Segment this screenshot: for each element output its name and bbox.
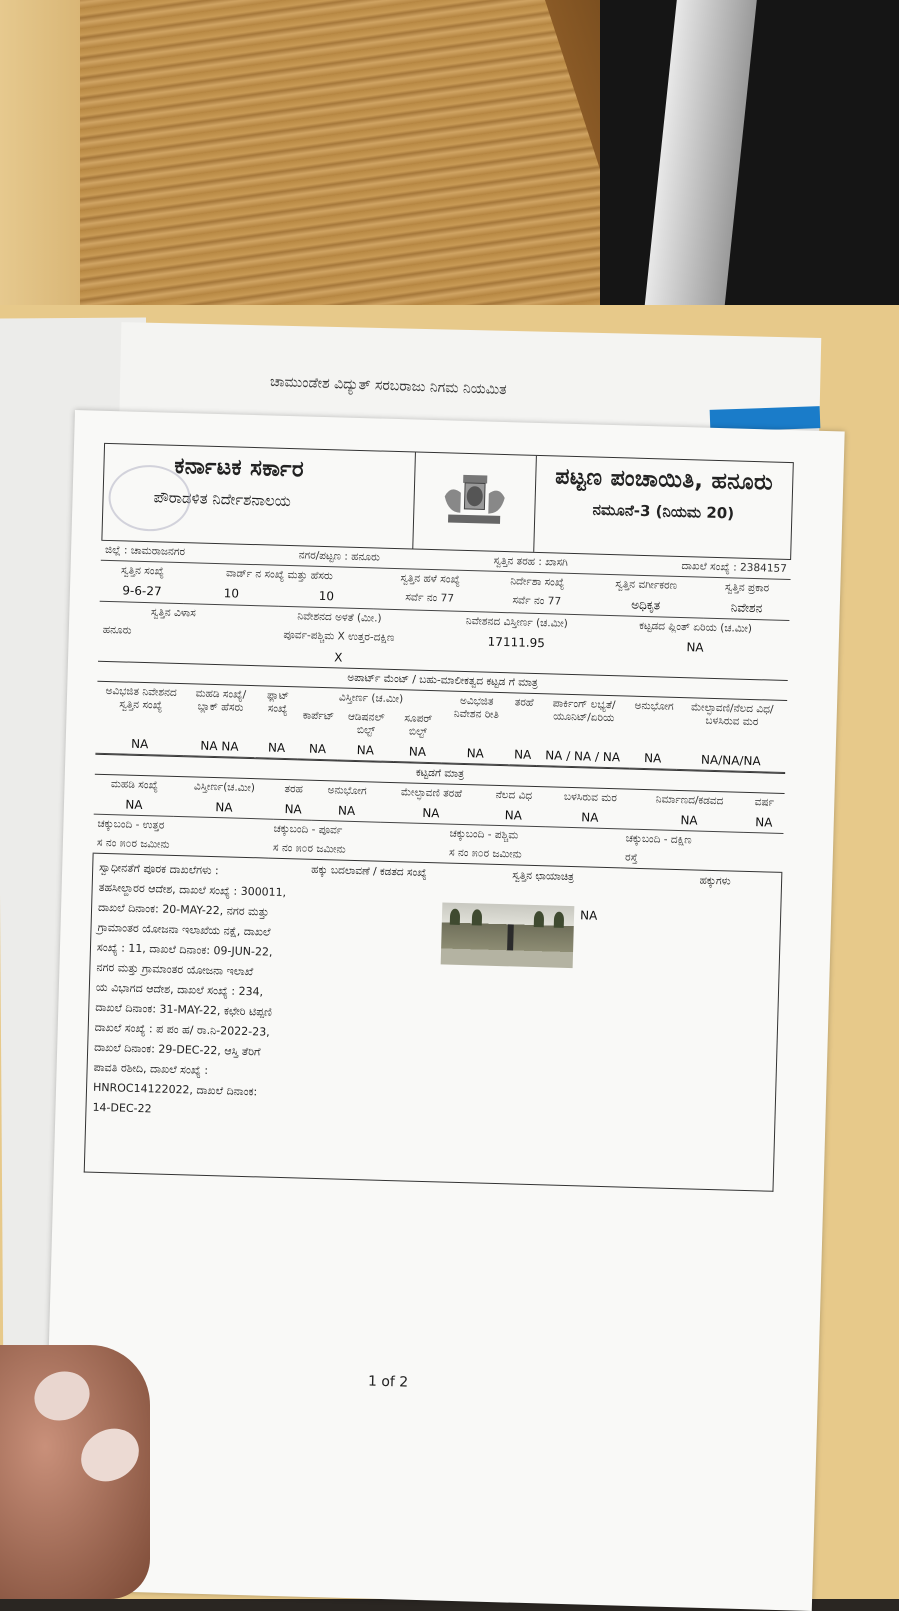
classification: ಅಧಿಕೃತ xyxy=(631,597,661,613)
apt-value-super-built: NA xyxy=(408,744,427,759)
apt-col-usage: ಅನುಭೋಗ xyxy=(634,699,674,713)
property-kind: ನಿವೇಶನ xyxy=(730,600,763,616)
boundary-north-value: ಸ ನಂ ೫೦ರ ಜಮೀನು xyxy=(96,836,170,851)
property-number-label: ಸ್ವತ್ತಿನ ಸಂಖ್ಯೆ xyxy=(120,564,165,578)
old-number: ಸರ್ವೆ ನಂ 77 xyxy=(405,591,455,605)
bld-col-floor-type: ನೆಲದ ವಿಧ xyxy=(495,788,533,802)
bld-value-type: NA xyxy=(284,802,302,817)
doc-line: 14-DEC-22 xyxy=(92,1100,152,1116)
supporting-documents-label: ಸ್ವಾಧೀನತೆಗೆ ಪೂರಕ ದಾಖಲೆಗಳು : xyxy=(99,860,219,878)
apt-value-usage: NA xyxy=(643,751,662,766)
bld-col-year: ವರ್ಷ xyxy=(754,796,775,809)
page-indicator: 1 of 2 xyxy=(367,1373,409,1391)
photo-col xyxy=(429,863,650,1187)
form-number: ನಮೂನೆ-3 (ನಿಯಮ 20) xyxy=(592,500,735,523)
building-section-title: ಕಟ್ಟಡಗೆ ಮಾತ್ರ xyxy=(95,754,785,794)
apt-col-flat-no: ಫ್ಲಾಟ್ ಸಂಖ್ಯೆ xyxy=(266,689,290,716)
rights-col xyxy=(641,869,782,1191)
doc-line: ದಾಖಲೆ ದಿನಾಂಕ: 29-DEC-22, ಆಸ್ತಿ ತೆರಿಗೆ xyxy=(94,1040,261,1059)
classification-label: ಸ್ವತ್ತಿನ ವರ್ಗೀಕರಣ xyxy=(615,578,678,592)
apt-value-flat-no: NA xyxy=(267,740,286,755)
boundary-south-value: ರಸ್ತೆ xyxy=(624,851,638,864)
apt-col-undivided-type: ಅವಿಭಜಿತ ನಿವೇಶನ ರೀತಿ xyxy=(453,694,500,721)
dimension-value: X xyxy=(334,650,343,665)
district: ಜಿಲ್ಲೆ : ಚಾಮರಾಜನಗರ xyxy=(104,543,186,559)
rights-label: ಹಕ್ಕುಗಳು xyxy=(699,874,731,888)
bld-value-year: NA xyxy=(755,815,773,830)
address-label: ಸ್ವತ್ತಿನ ವಿಳಾಸ xyxy=(150,606,196,620)
property-category: ಸ್ವತ್ತಿನ ತರಹ : ಖಾಸಗಿ xyxy=(493,554,569,569)
site-area-value: 17111.95 xyxy=(487,634,546,651)
folder-edge xyxy=(0,0,80,340)
apt-value-undivided-no: NA xyxy=(130,736,149,752)
entry-number: ದಾಖಲೆ ಸಂಖ್ಯೆ : 2384157 xyxy=(681,559,788,575)
doc-line: ಸಂಖ್ಯೆ : 11, ದಾಖಲೆ ದಿನಾಂಕ: 09-JUN-22, xyxy=(96,940,273,959)
apt-value-undivided-type: NA xyxy=(466,746,485,761)
apt-col-additional-built: ಆಡಿಷನಲ್ ಬಿಲ್ಟ್ xyxy=(347,710,385,737)
property-photo xyxy=(441,902,575,968)
apt-area-group: ವಿಸ್ತೀರ್ಣ (ಚ.ಮೀ) xyxy=(338,691,404,706)
bld-col-area: ವಿಸ್ತೀರ್ಣ(ಚ.ಮೀ) xyxy=(193,780,256,795)
dimension-label: ನಿವೇಶನದ ಅಳತೆ (ಮೀ.) xyxy=(297,610,382,625)
boundary-west-label: ಚಕ್ಕುಬಂದಿ - ಪಶ್ಚಿಮ xyxy=(449,827,519,842)
bld-col-floor-no: ಮಹಡಿ ಸಂಖ್ಯೆ xyxy=(110,778,159,792)
photo-note: NA xyxy=(579,908,598,923)
address-value: ಹನೂರು xyxy=(102,623,132,637)
header-left xyxy=(102,444,415,549)
documents-section xyxy=(84,854,783,1192)
bld-value-roof-type: NA xyxy=(422,805,440,821)
doc-line: ನಗರ ಮತ್ತು ಗ್ರಾಮಾಂತರ ಯೋಜನಾ ಇಲಾಖೆ xyxy=(96,960,254,979)
boundary-east-value: ಸ ನಂ ೫೦ರ ಜಮೀನು xyxy=(272,841,346,856)
ward-label: ವಾರ್ಡ್ ನ ಸಂಖ್ಯೆ ಮತ್ತು ಹೆಸರು xyxy=(225,567,334,583)
tree-icon xyxy=(534,911,544,927)
boundary-east-label: ಚಕ್ಕುಬಂದಿ - ಪೂರ್ವ xyxy=(273,822,343,837)
apt-value-additional-built: NA xyxy=(356,743,375,758)
boundary-west-value: ಸ ನಂ ೫೦ರ ಜಮೀನು xyxy=(448,846,522,861)
ward-number: 10 xyxy=(223,586,240,601)
rights-change-label: ಹಕ್ಕು ಬದಲಾವಣೆ / ಕಡತದ ಸಂಖ್ಯೆ xyxy=(311,863,427,879)
apt-value-carpet: NA xyxy=(308,741,327,757)
apt-col-floor-block: ಮಹಡಿ ಸಂಖ್ಯೆ/ಬ್ಲಾಕ್ ಹೆಸರು xyxy=(195,687,247,714)
bld-col-type: ತರಹ xyxy=(284,783,304,796)
apt-col-undivided-no: ಅವಿಭಜಿತ ನಿವೇಶನದ ಸ್ವತ್ತಿನ ಸಂಖ್ಯೆ xyxy=(105,684,177,712)
boundary-south-label: ಚಕ್ಕುಬಂದಿ - ದಕ್ಷಿಣ xyxy=(625,832,692,847)
town: ನಗರ/ಪಟ್ಟಣ : ಹನೂರು xyxy=(298,549,381,564)
photo-label: ಸ್ವತ್ತಿನ ಛಾಯಾಚಿತ್ರ xyxy=(512,869,575,884)
bld-col-roof-type: ಮೇಲ್ಛಾವಣಿ ತರಹೆ xyxy=(400,786,463,800)
form-header xyxy=(101,443,793,560)
bld-value-wood: NA xyxy=(581,810,599,825)
apt-value-roof-floor-wood: NA/NA/NA xyxy=(700,752,761,769)
apt-col-carpet: ಕಾರ್ಪೆಟ್ xyxy=(302,709,335,723)
bld-value-area: NA xyxy=(215,800,233,815)
bld-value-floor-type: NA xyxy=(504,808,523,823)
doc-line: ಯ ವಿಭಾಗದ ಆದೇಶ, ದಾಖಲೆ ಸಂಖ್ಯೆ : 234, xyxy=(95,980,264,999)
bld-col-usage: ಅನುಭೋಗ xyxy=(327,784,367,798)
plinth-area-value: NA xyxy=(686,640,704,655)
apt-value-parking: NA / NA / NA xyxy=(545,748,621,765)
doc-line: HNROC14122022, ದಾಖಲೆ ದಿನಾಂಕ: xyxy=(92,1080,258,1099)
boundary-north-label: ಚಕ್ಕುಬಂದಿ - ಉತ್ತರ xyxy=(97,817,165,832)
plinth-area-label: ಕಟ್ಟಡದ ಪ್ಲಿಂತ್ ಏರಿಯ (ಚ.ಮೀ) xyxy=(639,619,753,635)
reference-number-label: ನಿರ್ದೇಶಾ ಸಂಖ್ಯೆ xyxy=(510,575,565,589)
emblem-logo xyxy=(412,453,537,552)
form-body xyxy=(84,443,794,1192)
site-area-label: ನಿವೇಶನದ ವಿಸ್ತೀರ್ಣ (ಚ.ಮೀ) xyxy=(465,614,568,630)
bld-col-wood: ಬಳಸಿರುವ ಮರ xyxy=(563,790,618,805)
tree-icon xyxy=(450,909,460,925)
property-kind-label: ಸ್ವತ್ತಿನ ಪ್ರಕಾರ xyxy=(724,581,770,595)
bld-value-construction: NA xyxy=(680,813,698,828)
apt-value-type: NA xyxy=(513,747,532,762)
doc-line: ದಾಖಲೆ ದಿನಾಂಕ: 20-MAY-22, ನಗರ ಮತ್ತು xyxy=(97,900,270,919)
supporting-documents xyxy=(85,854,306,1178)
office-title: ಪಟ್ಟಣ ಪಂಚಾಯಿತಿ, ಹನೂರು xyxy=(555,464,774,496)
doc-line: ಗ್ರಾಮಾಂತರ ಯೋಜನಾ ಇಲಾಖೆಯ ನಕ್ಷೆ, ದಾಖಲೆ xyxy=(97,920,271,939)
apt-value-floor-block: NA NA xyxy=(200,738,239,754)
karnataka-emblem-icon xyxy=(434,466,516,538)
doc-line: ದಾಖಲೆ ಸಂಖ್ಯೆ : ಪ ಪಂ ಹ/ ರಾ.ನಿ-2022-23, xyxy=(94,1020,270,1039)
header-right xyxy=(534,456,793,559)
ward-name: 10 xyxy=(318,588,335,604)
property-form-page xyxy=(42,410,845,1611)
property-number: 9-6-27 xyxy=(122,583,162,599)
bld-col-construction: ನಿರ್ಮಾಣದ/ಕಡವದ xyxy=(655,793,724,808)
bld-value-floor-no: NA xyxy=(125,797,143,813)
apt-col-type: ತರಹೆ xyxy=(514,696,534,709)
back-sheet-header: ಚಾಮುಂಡೇಶ ವಿದ್ಯುತ್ ಸರಬರಾಜು ನಿಗಮ ನಿಯಮಿತ xyxy=(269,373,507,399)
apartment-section-title: ಅಪಾರ್ಟ್ ಮೆಂಟ್ / ಬಹು-ಮಾಲೀಕತ್ವದ ಕಟ್ಟಡ ಗೆ ಮಾತ್ರ xyxy=(97,661,787,701)
department-title: ಪೌರಾಡಳಿತ ನಿರ್ದೇಶನಾಲಯ xyxy=(153,488,292,511)
apt-col-roof-floor-wood: ಮೇಲ್ಛಾವಣಿ/ನೆಲದ ವಿಧ/ಬಳಸಿರುವ ಮರ xyxy=(690,701,774,729)
tree-icon xyxy=(472,909,482,925)
tree-icon xyxy=(554,912,564,928)
dimension-subtitle: ಪೂರ್ವ-ಪಶ್ಚಿಮ X ಉತ್ತರ-ದಕ್ಷಿಣ xyxy=(283,628,395,645)
doc-line: ತಹಸೀಲ್ದಾರರ ಆದೇಶ, ದಾಖಲೆ ಸಂಖ್ಯೆ : 300011, xyxy=(98,880,287,900)
old-number-label: ಸ್ವತ್ತಿನ ಹಳೆ ಸಂಖ್ಯೆ xyxy=(400,572,461,586)
bld-value-usage: NA xyxy=(337,803,356,818)
reference-number: ಸರ್ವೆ ನಂ 77 xyxy=(512,594,562,608)
apt-col-super-built: ಸೂಪರ್ ಬಿಲ್ಟ್ xyxy=(404,712,433,738)
doc-line: ಪಾವತಿ ರಶೀದಿ, ದಾಖಲೆ ಸಂಖ್ಯೆ : xyxy=(93,1060,209,1077)
person-icon xyxy=(507,924,514,950)
doc-line: ದಾಖಲೆ ದಿನಾಂಕ: 31-MAY-22, ಕಛೇರಿ ಟಿಪ್ಪಣಿ xyxy=(95,1000,273,1019)
state-title: ಕರ್ನಾಟಕ ಸರ್ಕಾರ xyxy=(174,453,305,483)
photo-wrap xyxy=(441,880,643,970)
rights-change-col xyxy=(297,860,438,1182)
apt-col-parking: ಪಾರ್ಕಿಂಗ್ ಲಭ್ಯತೆ/ಯೂನಿಟ್/ಏರಿಯ xyxy=(552,697,616,725)
